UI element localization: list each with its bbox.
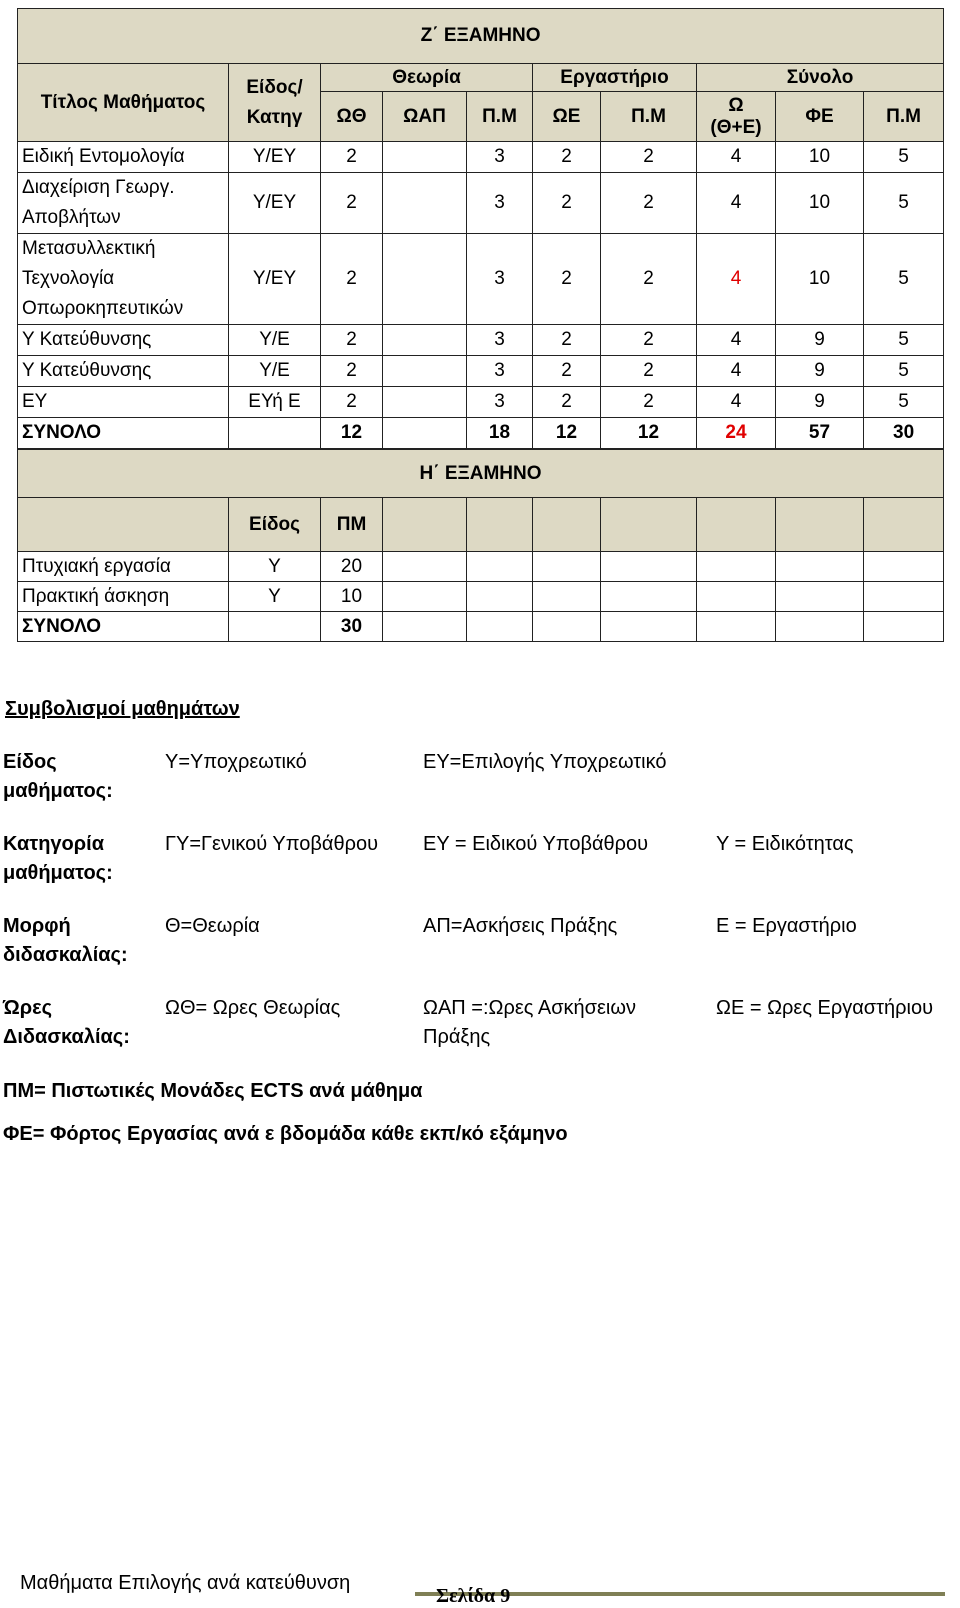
value-cell: 2 <box>601 387 697 418</box>
group-lab: Εργαστήριο <box>533 64 697 92</box>
group-total: Σύνολο <box>697 64 944 92</box>
legend-label: Κατηγορία μαθήματος: <box>3 833 113 884</box>
sub-header: Ω (Θ+Ε) <box>697 92 776 142</box>
pm-value: 10 <box>321 582 383 612</box>
table-row <box>18 387 944 418</box>
total-value <box>383 418 467 449</box>
note-fe: ΦΕ= Φόρτος Εργασίας ανά ε βδομάδα κάθε εκπ/κό εξάμηνο <box>3 1123 568 1145</box>
course-type: ΕΥή Ε <box>229 387 321 418</box>
footer-title: Μαθήματα Επιλογής ανά κατεύθυνση <box>20 1572 351 1594</box>
value-cell: 5 <box>864 387 944 418</box>
course-title: Μετασυλλεκτική Τεχνολογία Οπωροκηπευτικών <box>18 234 229 325</box>
sub-header: ΦΕ <box>776 92 864 142</box>
course-title: Διαχείριση Γεωργ. Αποβλήτων <box>18 173 229 234</box>
value-cell: 9 <box>776 325 864 356</box>
value-cell: 5 <box>864 234 944 325</box>
value-cell <box>383 142 467 173</box>
value-cell: 2 <box>533 356 601 387</box>
total-value: 18 <box>467 418 533 449</box>
value-cell: 3 <box>467 142 533 173</box>
semester7-table <box>17 8 944 449</box>
course-type: Υ/Ε <box>229 325 321 356</box>
value-cell <box>383 387 467 418</box>
course-type: Υ/ΕΥ <box>229 142 321 173</box>
value-cell: 2 <box>533 325 601 356</box>
empty-cell <box>229 418 321 449</box>
course-type: Υ/Ε <box>229 356 321 387</box>
value-cell: 10 <box>776 234 864 325</box>
empty-cell <box>383 552 467 582</box>
sub-header: Π.Μ <box>467 92 533 142</box>
value-cell: 2 <box>601 173 697 234</box>
course-title: Υ Κατεύθυνσης <box>18 356 229 387</box>
empty-cell <box>383 582 467 612</box>
value-cell: 2 <box>321 234 383 325</box>
total-value: 57 <box>776 418 864 449</box>
value-cell: 2 <box>533 234 601 325</box>
legend-entry: ΓΥ=Γενικού Υποβάθρου <box>165 833 379 855</box>
legend-entry: Υ=Υποχρεωτικό <box>165 751 307 773</box>
course-title: Πρακτική άσκηση <box>18 582 229 612</box>
table-row <box>18 173 944 234</box>
course-type: Υ/ΕΥ <box>229 234 321 325</box>
legend-entry: ΩΑΠ =:Ωρες Ασκήσειων Πράξης <box>423 997 636 1048</box>
total-label: ΣΥΝΟΛΟ <box>18 418 229 449</box>
col-course-title: Τίτλος Μαθήματος <box>18 64 229 142</box>
empty-cell <box>533 552 601 582</box>
total-row <box>18 612 944 642</box>
value-cell: 2 <box>321 325 383 356</box>
course-title: Υ Κατεύθυνσης <box>18 325 229 356</box>
legend-entry: ΕΥ=Επιλογής Υποχρεωτικό <box>423 751 667 773</box>
legend-entry: ΩΕ = Ωρες Εργαστήριου <box>716 997 934 1019</box>
course-type: Υ/ΕΥ <box>229 173 321 234</box>
empty-cell <box>383 612 467 642</box>
empty-cell <box>533 582 601 612</box>
empty-cell <box>776 582 864 612</box>
total-value: 12 <box>533 418 601 449</box>
semester8-table <box>17 449 944 642</box>
empty-cell <box>864 582 944 612</box>
value-cell: 4 <box>697 173 776 234</box>
empty-cell <box>864 612 944 642</box>
value-cell: 3 <box>467 325 533 356</box>
page-number: Σελίδα 9 <box>436 1585 511 1607</box>
value-cell: 9 <box>776 387 864 418</box>
sub-header: Π.Μ <box>601 92 697 142</box>
value-cell: 5 <box>864 173 944 234</box>
col-type: Είδος <box>229 498 321 552</box>
empty-cell <box>697 582 776 612</box>
value-cell <box>383 325 467 356</box>
note-pm: ΠΜ= Πιστωτικές Μονάδες ECTS ανά μάθημα <box>3 1080 423 1102</box>
value-cell: 4 <box>697 325 776 356</box>
value-cell: 2 <box>601 234 697 325</box>
course-type: Υ <box>229 552 321 582</box>
value-cell <box>383 356 467 387</box>
group-theory: Θεωρία <box>321 64 533 92</box>
semester7-title: Ζ΄ ΕΞΑΜΗΝΟ <box>18 9 944 64</box>
value-cell: 2 <box>533 142 601 173</box>
course-title: Πτυχιακή εργασία <box>18 552 229 582</box>
empty-cell <box>467 582 533 612</box>
value-cell <box>383 234 467 325</box>
value-cell: 5 <box>864 325 944 356</box>
legend-title: Συμβολισμοί μαθημάτων <box>5 698 240 720</box>
value-cell: 2 <box>533 173 601 234</box>
value-cell <box>383 173 467 234</box>
col-course-type: Είδος/ Κατηγ <box>229 64 321 142</box>
empty-cell <box>697 552 776 582</box>
value-cell: 4 <box>697 234 776 325</box>
legend-entry: Ε = Εργαστήριο <box>716 915 857 937</box>
total-value: 12 <box>601 418 697 449</box>
value-cell: 2 <box>321 387 383 418</box>
value-cell: 3 <box>467 387 533 418</box>
legend-label: Μορφή διδασκαλίας: <box>3 915 128 966</box>
value-cell: 2 <box>533 387 601 418</box>
empty-cell <box>697 612 776 642</box>
value-cell: 4 <box>697 142 776 173</box>
value-cell: 5 <box>864 142 944 173</box>
sub-header: ΩΕ <box>533 92 601 142</box>
table-row <box>18 325 944 356</box>
course-title: ΣΥΝΟΛΟ <box>18 612 229 642</box>
value-cell: 2 <box>601 142 697 173</box>
course-title: Ειδική Εντομολογία <box>18 142 229 173</box>
table-row <box>18 552 944 582</box>
value-cell: 2 <box>601 325 697 356</box>
value-cell: 5 <box>864 356 944 387</box>
empty-cell <box>467 552 533 582</box>
empty-cell <box>776 552 864 582</box>
semester8-title: Η΄ ΕΞΑΜΗΝΟ <box>18 450 944 498</box>
empty-cell <box>864 552 944 582</box>
legend-entry: ΩΘ= Ωρες Θεωρίας <box>165 997 341 1019</box>
pm-value: 20 <box>321 552 383 582</box>
total-value: 12 <box>321 418 383 449</box>
empty-cell <box>601 612 697 642</box>
value-cell: 9 <box>776 356 864 387</box>
value-cell: 2 <box>321 142 383 173</box>
value-cell: 3 <box>467 356 533 387</box>
course-type <box>229 612 321 642</box>
table-row <box>18 582 944 612</box>
course-title: ΕΥ <box>18 387 229 418</box>
empty-cell <box>467 612 533 642</box>
sub-header: ΩΑΠ <box>383 92 467 142</box>
legend-label: Ώρες Διδασκαλίας: <box>3 997 130 1048</box>
empty-cell <box>533 612 601 642</box>
empty-cell <box>601 582 697 612</box>
legend-entry: Θ=Θεωρία <box>165 915 260 937</box>
value-cell: 3 <box>467 173 533 234</box>
table-row <box>18 234 944 325</box>
legend-entry: ΕΥ = Ειδικού Υποβάθρου <box>423 833 649 855</box>
empty-cell <box>776 612 864 642</box>
table-row <box>18 142 944 173</box>
legend-label: Είδος μαθήματος: <box>3 751 113 802</box>
value-cell: 3 <box>467 234 533 325</box>
value-cell: 2 <box>601 356 697 387</box>
value-cell: 2 <box>321 356 383 387</box>
total-row <box>18 418 944 449</box>
pm-value: 30 <box>321 612 383 642</box>
total-value: 30 <box>864 418 944 449</box>
value-cell: 10 <box>776 142 864 173</box>
value-cell: 10 <box>776 173 864 234</box>
legend-entry: Υ = Ειδικότητας <box>716 833 854 855</box>
table-row <box>18 356 944 387</box>
value-cell: 2 <box>321 173 383 234</box>
course-type: Υ <box>229 582 321 612</box>
total-value: 24 <box>697 418 776 449</box>
value-cell: 4 <box>697 356 776 387</box>
sub-header: ΩΘ <box>321 92 383 142</box>
empty-cell <box>601 552 697 582</box>
col-pm: ΠΜ <box>321 498 383 552</box>
legend-entry: ΑΠ=Ασκήσεις Πράξης <box>423 915 618 937</box>
value-cell: 4 <box>697 387 776 418</box>
sub-header: Π.Μ <box>864 92 944 142</box>
